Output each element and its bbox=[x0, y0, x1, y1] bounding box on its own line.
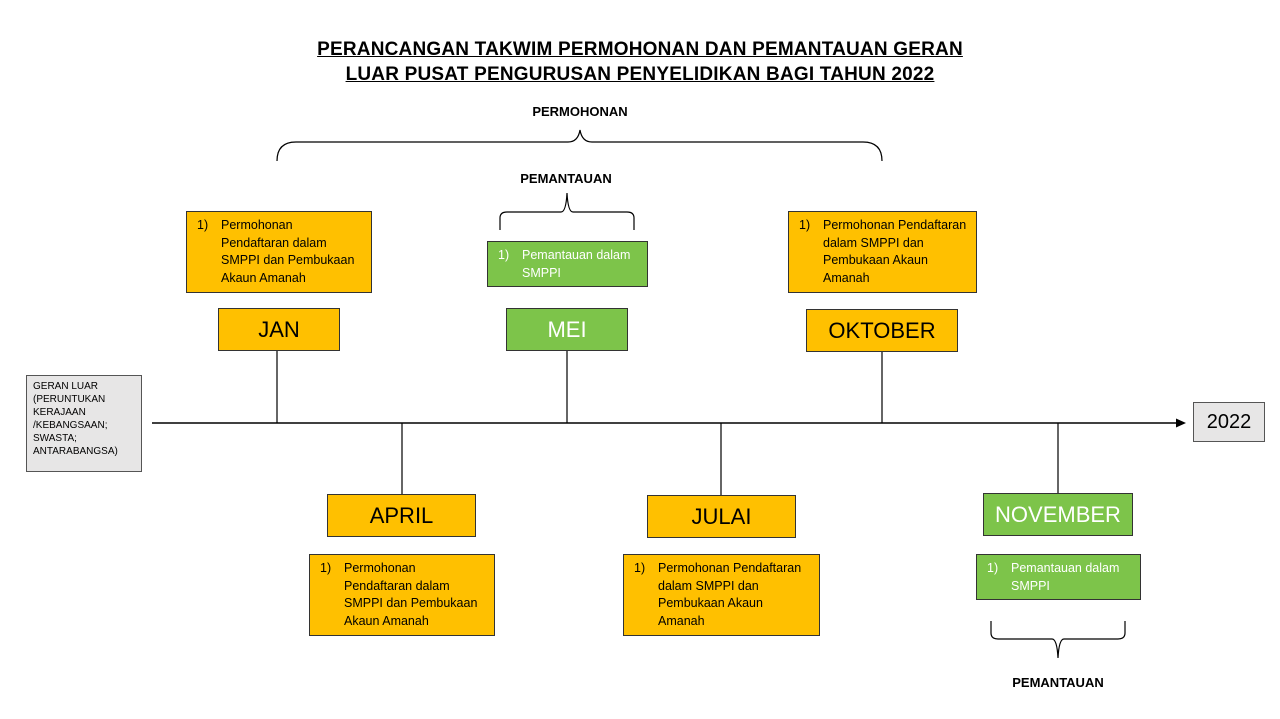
note-number: 1) bbox=[320, 561, 332, 575]
source-line: KERAJAAN bbox=[33, 407, 86, 418]
permohonan-brace bbox=[277, 130, 882, 161]
permohonan-label: PERMOHONAN bbox=[532, 104, 628, 119]
month-april: APRIL bbox=[327, 494, 476, 537]
note-text: Permohonan Pendaftaran dalam SMPPI dan Pembukaan Akaun Amanah bbox=[823, 218, 967, 285]
note-number: 1) bbox=[498, 248, 510, 262]
note-oktober bbox=[788, 211, 977, 293]
note-text: Permohonan Pendaftaran dalam SMPPI dan Pembukaan Akaun Amanah bbox=[344, 561, 478, 628]
year-box: 2022 bbox=[1193, 402, 1265, 442]
month-jan: JAN bbox=[218, 308, 340, 351]
diagram-title-line-2: LUAR PUSAT PENGURUSAN PENYELIDIKAN BAGI TAHUN 2022 bbox=[345, 64, 935, 85]
pemantauan-brace-top bbox=[500, 193, 634, 230]
source-line: (PERUNTUKAN bbox=[33, 394, 106, 405]
month-november: NOVEMBER bbox=[983, 493, 1133, 536]
note-jan bbox=[186, 211, 372, 293]
source-line: /KEBANGSAAN; bbox=[33, 420, 108, 431]
pemantauan-brace-bottom bbox=[991, 621, 1125, 658]
note-number: 1) bbox=[197, 218, 209, 232]
external-grant-source-box bbox=[26, 375, 142, 472]
timeline-arrow-head bbox=[1176, 419, 1186, 428]
month-julai: JULAI bbox=[647, 495, 796, 538]
note-november bbox=[976, 554, 1141, 600]
pemantauan-label-top: PEMANTAUAN bbox=[520, 171, 612, 186]
note-mei bbox=[487, 241, 648, 287]
source-line: GERAN LUAR bbox=[33, 381, 99, 392]
diagram-title-line-1: PERANCANGAN TAKWIM PERMOHONAN DAN PEMANTAUAN GERAN bbox=[317, 39, 963, 60]
note-text: Permohonan Pendaftaran dalam SMPPI dan Pembukaan Akaun Amanah bbox=[221, 218, 355, 285]
source-line: SWASTA; bbox=[33, 433, 77, 444]
note-text: Pemantauan dalam SMPPI bbox=[1011, 561, 1120, 593]
note-number: 1) bbox=[634, 561, 646, 575]
note-number: 1) bbox=[987, 561, 999, 575]
note-text: Permohonan Pendaftaran dalam SMPPI dan Pembukaan Akaun Amanah bbox=[658, 561, 802, 628]
month-mei: MEI bbox=[506, 308, 628, 351]
note-number: 1) bbox=[799, 218, 811, 232]
source-line: ANTARABANGSA) bbox=[33, 446, 118, 457]
month-oktober: OKTOBER bbox=[806, 309, 958, 352]
pemantauan-label-bottom: PEMANTAUAN bbox=[1012, 675, 1104, 690]
note-april bbox=[309, 554, 495, 636]
note-text: Pemantauan dalam SMPPI bbox=[522, 248, 631, 280]
note-julai bbox=[623, 554, 820, 636]
